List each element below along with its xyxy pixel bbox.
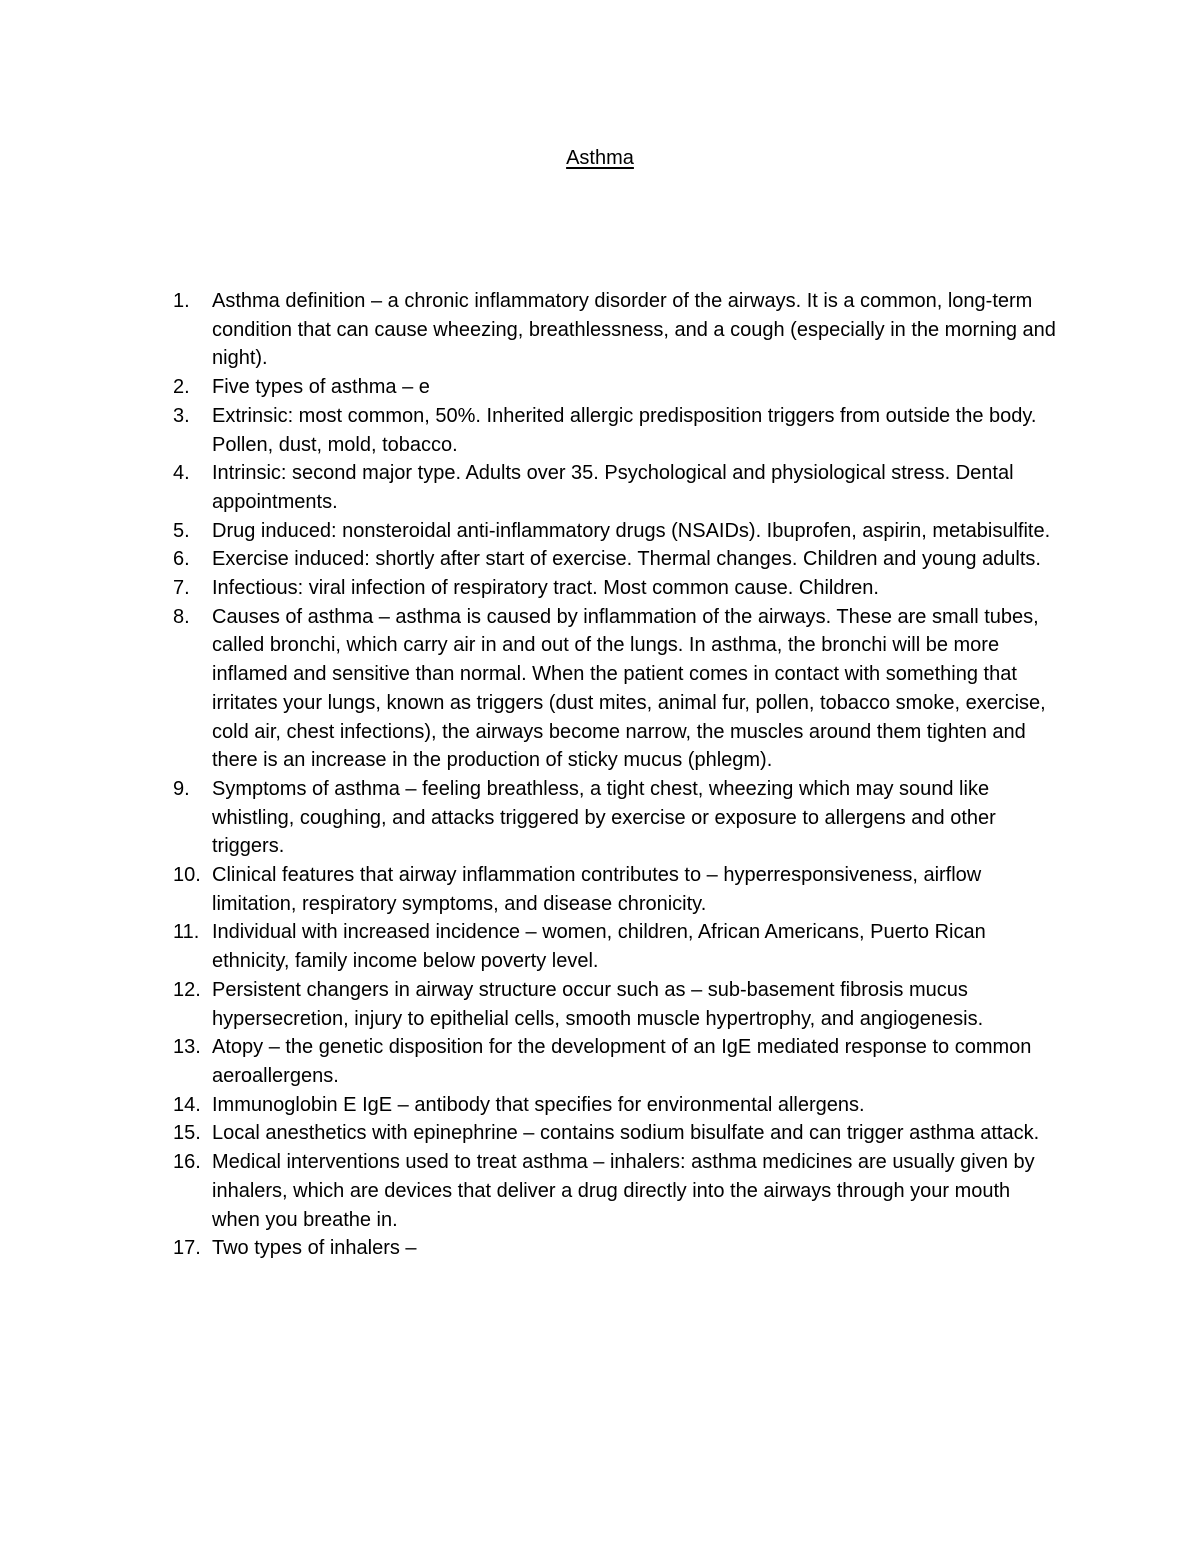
list-item-text: Local anesthetics with epinephrine – contains sodium bisulfate and can trigger asthma attack.: [212, 1122, 1040, 1145]
list-item: [173, 918, 1058, 975]
list-item: [173, 1148, 1058, 1234]
list-item-text: Extrinsic: most common, 50%. Inherited allergic predisposition triggers from outside the body. Pollen, dust, mold, tobacco.: [212, 404, 1037, 456]
list-item-text: Atopy – the genetic disposition for the development of an IgE mediated response to common aeroallergens.: [212, 1036, 1032, 1087]
list-item: [173, 373, 1058, 402]
list-item-text: Two types of inhalers –: [212, 1237, 417, 1260]
list-item: [173, 1033, 1058, 1090]
list-item-text: Symptoms of asthma – feeling breathless, a tight chest, wheezing which may sound like whistling, coughing, and attacks triggered by exercise or exposure to allergens and other triggers.: [212, 777, 996, 858]
list-item-number: 3.: [173, 404, 190, 427]
document-title: [0, 143, 1200, 173]
list-item-number: 1.: [173, 290, 190, 312]
list-item-number: 4.: [173, 462, 190, 485]
list-item-number: 14.: [173, 1093, 201, 1116]
list-item-number: 16.: [173, 1151, 201, 1174]
list-item: [173, 1091, 1058, 1120]
list-item-number: 7.: [173, 577, 190, 600]
list-item-text: Medical interventions used to treat asthma – inhalers: asthma medicines are usually given by inhalers, which are devices that deliver a drug directly into the airways through your mouth when you breathe in.: [212, 1151, 1035, 1231]
list-item: [173, 861, 1058, 918]
list-item-text: Exercise induced: shortly after start of exercise. Thermal changes. Children and young adults.: [212, 548, 1041, 571]
list-item-text: Intrinsic: second major type. Adults over 35. Psychological and physiological stress. Dental appointments.: [212, 462, 1014, 513]
list-item: [173, 603, 1058, 775]
list-item: [173, 574, 1058, 603]
list-item-text: Clinical features that airway inflammation contributes to – hyperresponsiveness, airflow limitation, respiratory symptoms, and disease chronicity.: [212, 864, 982, 915]
document-title-text: Asthma: [566, 147, 634, 169]
list-item-number: 17.: [173, 1237, 201, 1260]
list-item: [173, 402, 1058, 459]
list-item-number: 13.: [173, 1036, 201, 1059]
list-item-text: Asthma definition – a chronic inflammatory disorder of the airways. It is a common, long-term condition that can cause wheezing, breathlessness, and a cough (especially in the morning and night).: [212, 290, 1056, 370]
list-item-number: 9.: [173, 777, 190, 800]
list-item-number: 12.: [173, 978, 201, 1001]
list-item-text: Immunoglobin E IgE – antibody that specifies for environmental allergens.: [212, 1093, 865, 1116]
list-item-text: Drug induced: nonsteroidal anti-inflammatory drugs (NSAIDs). Ibuprofen, aspirin, metabisulfite.: [212, 519, 1051, 542]
list-item-text: Persistent changers in airway structure occur such as – sub-basement fibrosis mucus hypersecretion, injury to epithelial cells, smooth muscle hypertrophy, and angiogenesis.: [212, 978, 984, 1030]
list-item: [173, 976, 1058, 1033]
list-item-number: 11.: [173, 921, 200, 944]
numbered-list: [173, 287, 1058, 1263]
list-item: [173, 1119, 1058, 1148]
list-item-number: 10.: [173, 864, 201, 887]
list-item-number: 2.: [173, 376, 190, 399]
list-item: [173, 517, 1058, 546]
list-item: [173, 287, 1058, 373]
list-item-text: Causes of asthma – asthma is caused by inflammation of the airways. These are small tubes, called bronchi, which carry air in and out of the lungs. In asthma, the bronchi will be more inflamed and sensitive than normal. When the patient comes in contact with something that irritates your lungs, known as triggers (dust mites, animal fur, pollen, tobacco smoke, exercise, cold air, chest infections), the airways become narrow, the muscles around them tighten and there is an increase in the production of sticky mucus (phlegm).: [212, 605, 1046, 772]
list-item: [173, 459, 1058, 516]
list-item: [173, 1234, 1058, 1263]
list-item-text: Infectious: viral infection of respiratory tract. Most common cause. Children.: [212, 577, 879, 600]
list-item: [173, 545, 1058, 574]
list-item-number: 8.: [173, 605, 190, 628]
list-item-text: Five types of asthma – e: [212, 376, 430, 399]
list-item-number: 15.: [173, 1122, 201, 1145]
list-item-number: 6.: [173, 548, 190, 571]
list-item-number: 5.: [173, 519, 190, 542]
list-item-text: Individual with increased incidence – women, children, African Americans, Puerto Rican ethnicity, family income below poverty level.: [212, 921, 986, 973]
list-item: [173, 775, 1058, 861]
